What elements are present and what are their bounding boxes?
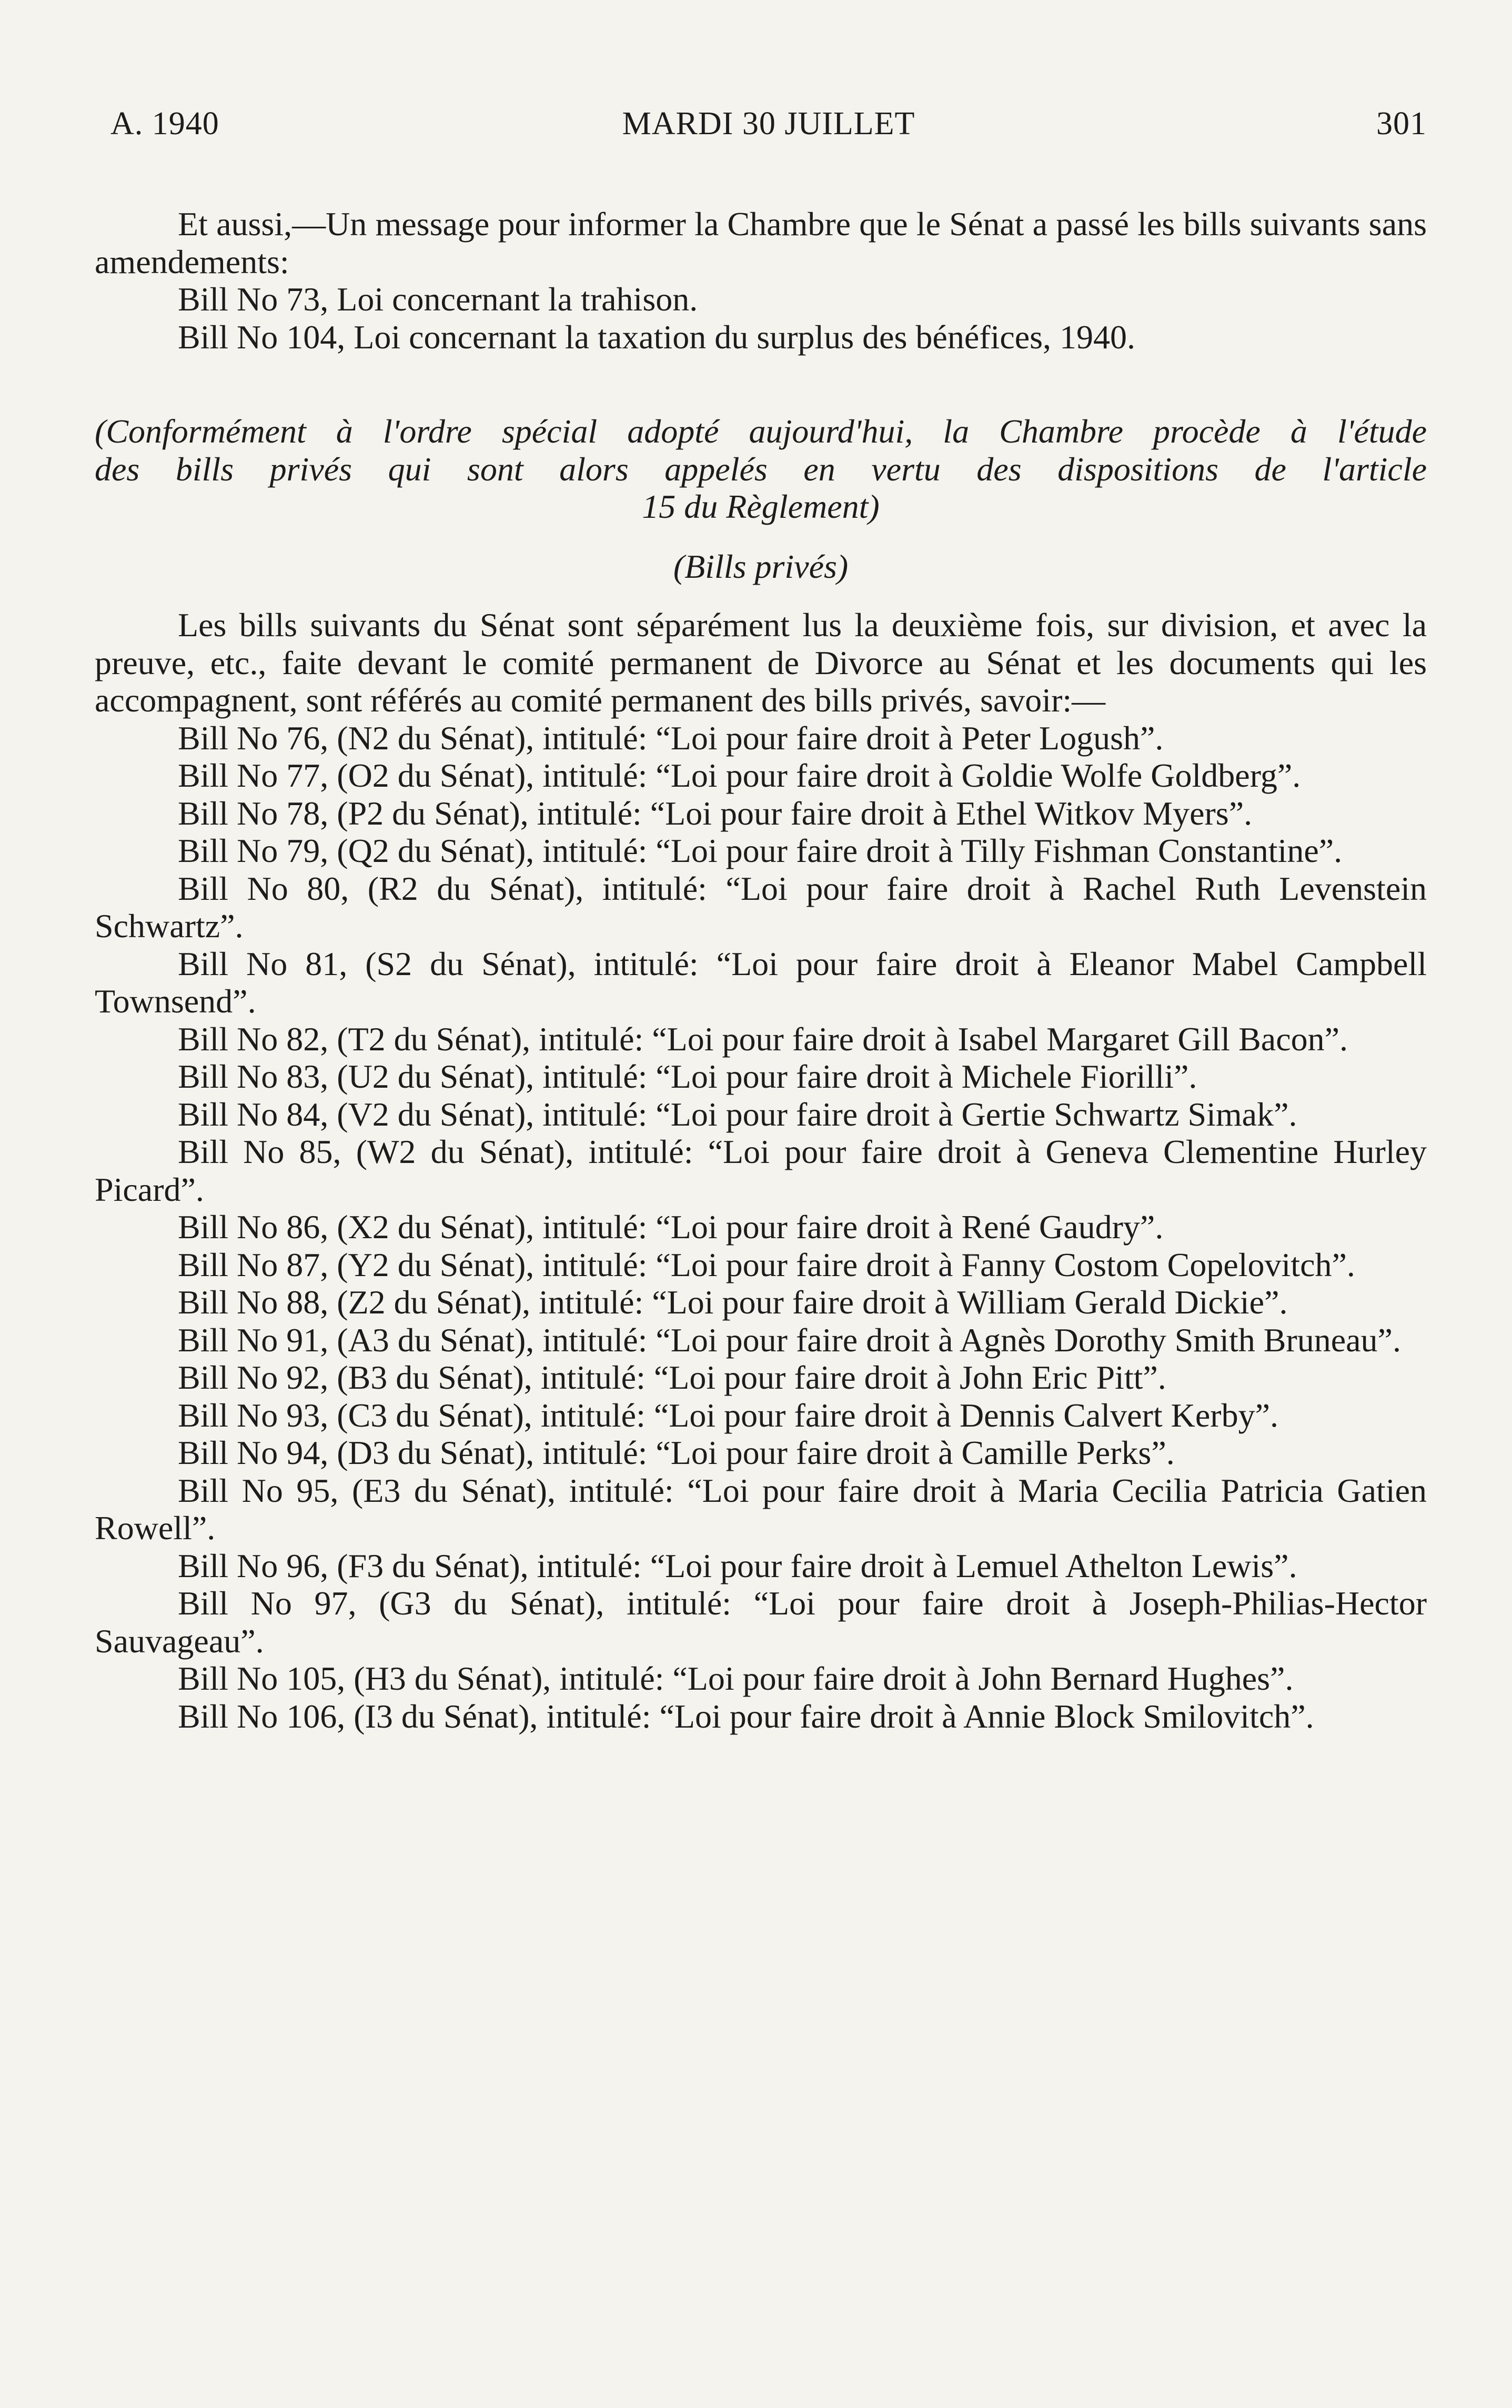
private-bill-entry: Bill No 96, (F3 du Sénat), intitulé: “Loi pour faire droit à Lemuel Athelton Lewis”. — [178, 1547, 1297, 1584]
order-note-line-2: des bills privés qui sont alors appelés en vertu des dispositions de l'article — [95, 450, 1427, 488]
private-bill-entry: Bill No 76, (N2 du Sénat), intitulé: “Loi pour faire droit à Peter Logush”. — [178, 719, 1164, 757]
order-note — [95, 413, 1427, 526]
private-bill-entry: Bill No 88, (Z2 du Sénat), intitulé: “Loi pour faire droit à William Gerald Dickie”. — [178, 1283, 1288, 1321]
order-note-line-1: (Conformément à l'ordre spécial adopté aujourd'hui, la Chambre procède à l'étude — [95, 413, 1427, 450]
private-bill-entry: Bill No 82, (T2 du Sénat), intitulé: “Loi pour faire droit à Isabel Margaret Gill Bacon”. — [178, 1020, 1348, 1058]
page-header — [110, 105, 1427, 147]
header-year: A. 1940 — [110, 106, 219, 142]
reading-intro: Les bills suivants du Sénat sont séparément lus la deuxième fois, sur division, et avec la preuve, etc., faite devant le comité permanent de Divorce au Sénat et les documents qui les accompagnent, sont référés au comité permanent des bills privés, savoir:— — [95, 606, 1427, 719]
private-bill-entry: Bill No 93, (C3 du Sénat), intitulé: “Loi pour faire droit à Dennis Calvert Kerby”. — [178, 1396, 1278, 1434]
section-title: (Bills privés) — [673, 547, 849, 585]
senate-message: Et aussi,—Un message pour informer la Chambre que le Sénat a passé les bills suivants sans amendements: — [95, 205, 1427, 280]
private-bill-entry: Bill No 78, (P2 du Sénat), intitulé: “Loi pour faire droit à Ethel Witkov Myers”. — [178, 794, 1253, 832]
private-bill-entry: Bill No 97, (G3 du Sénat), intitulé: “Loi pour faire droit à Joseph-Philias-Hector Sauvageau”. — [95, 1584, 1427, 1660]
order-note-line-3: 15 du Règlement) — [642, 488, 880, 525]
passed-bill-1: Bill No 73, Loi concernant la trahison. — [178, 280, 698, 318]
private-bill-entry: Bill No 81, (S2 du Sénat), intitulé: “Loi pour faire droit à Eleanor Mabel Campbell Townsend”. — [95, 945, 1427, 1020]
header-date: MARDI 30 JUILLET — [622, 106, 915, 142]
passed-bill-2: Bill No 104, Loi concernant la taxation du surplus des bénéfices, 1940. — [178, 318, 1136, 356]
private-bill-entry: Bill No 91, (A3 du Sénat), intitulé: “Loi pour faire droit à Agnès Dorothy Smith Bruneau”. — [178, 1321, 1401, 1359]
private-bill-entry: Bill No 105, (H3 du Sénat), intitulé: “Loi pour faire droit à John Bernard Hughes”. — [178, 1660, 1294, 1697]
private-bill-entry: Bill No 94, (D3 du Sénat), intitulé: “Loi pour faire droit à Camille Perks”. — [178, 1434, 1175, 1471]
private-bill-entry: Bill No 106, (I3 du Sénat), intitulé: “Loi pour faire droit à Annie Block Smilovitch”. — [178, 1697, 1314, 1735]
private-bill-entry: Bill No 79, (Q2 du Sénat), intitulé: “Loi pour faire droit à Tilly Fishman Constantine”. — [178, 832, 1343, 869]
page-body — [95, 205, 1427, 1735]
private-bill-entry: Bill No 85, (W2 du Sénat), intitulé: “Loi pour faire droit à Geneva Clementine Hurley Picard”. — [95, 1133, 1427, 1208]
private-bill-entry: Bill No 83, (U2 du Sénat), intitulé: “Loi pour faire droit à Michele Fiorilli”. — [178, 1058, 1197, 1095]
private-bill-entry: Bill No 84, (V2 du Sénat), intitulé: “Loi pour faire droit à Gertie Schwartz Simak”. — [178, 1095, 1297, 1133]
private-bill-entry: Bill No 80, (R2 du Sénat), intitulé: “Loi pour faire droit à Rachel Ruth Levenstein Schwartz”. — [95, 869, 1427, 945]
private-bill-entry: Bill No 87, (Y2 du Sénat), intitulé: “Loi pour faire droit à Fanny Costom Copelovitch”. — [178, 1246, 1355, 1283]
private-bill-list — [95, 719, 1427, 1735]
private-bill-entry: Bill No 92, (B3 du Sénat), intitulé: “Loi pour faire droit à John Eric Pitt”. — [178, 1359, 1166, 1396]
page-number: 301 — [1376, 106, 1427, 142]
private-bill-entry: Bill No 77, (O2 du Sénat), intitulé: “Loi pour faire droit à Goldie Wolfe Goldberg”. — [178, 757, 1301, 794]
private-bill-entry: Bill No 95, (E3 du Sénat), intitulé: “Loi pour faire droit à Maria Cecilia Patricia Gatien Rowell”. — [95, 1471, 1427, 1547]
private-bill-entry: Bill No 86, (X2 du Sénat), intitulé: “Loi pour faire droit à René Gaudry”. — [178, 1208, 1164, 1246]
